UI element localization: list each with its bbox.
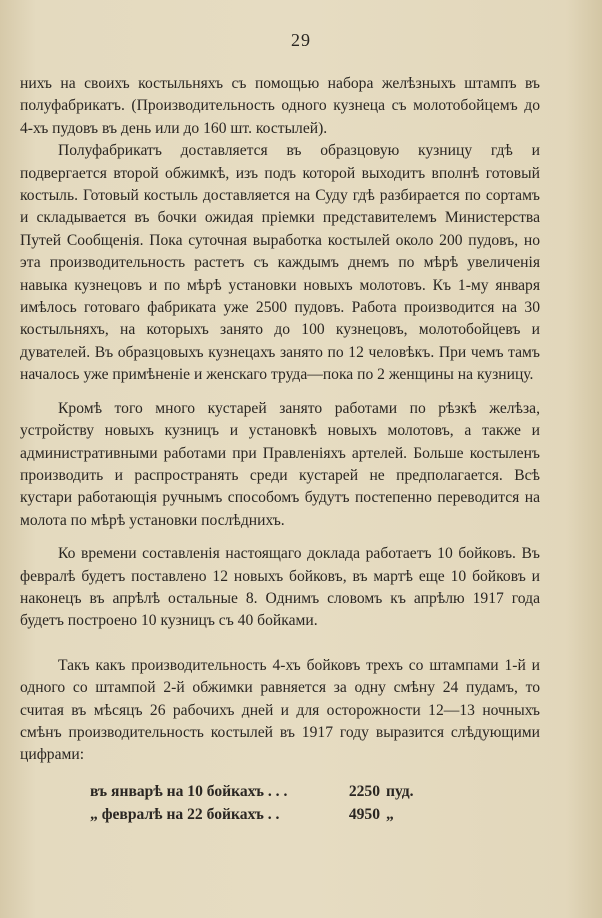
- row-unit: пуд.: [386, 782, 414, 800]
- table-row: [20, 780, 540, 803]
- paragraph-4: Ко времени составленія настоящаго доклада работаетъ 10 бойковъ. Въ февралѣ будетъ поставлено 12 новыхъ бойковъ, въ мартѣ еще 10 бойковъ и наконецъ въ апрѣлѣ остальные 8. Однимъ словомъ къ апрѣлю 1917 года будетъ построено 10 кузницъ съ 40 бойками.: [20, 545, 540, 630]
- paragraph-5: Такъ какъ производительность 4-хъ бойковъ трехъ со штампами 1-й и одного со штампой 2-й обжимки равняется за одну смѣну 24 пудамъ, то считая въ мѣсяцъ 26 рабочихъ дней и для осторожности 12—13 ночныхъ смѣнъ производительность костылей въ 1917 году выразится слѣдующими цифрами:: [20, 656, 540, 764]
- page-number: 29: [291, 30, 311, 50]
- body-text: [20, 73, 540, 826]
- row-unit: „: [386, 805, 394, 823]
- production-table: [20, 780, 540, 826]
- paragraph-3: Кромѣ того много кустарей занято работами по рѣзкѣ желѣза, устройству новыхъ кузницъ и установкѣ новыхъ молотовъ, а также и административными работами при Правленіяхъ артелей. Больше костыленъ производить и распространять среди кустарей не предполагается. Всѣ кустари работающія ручнымъ способомъ будутъ постепенно переводится на молота по мѣрѣ установки послѣднихъ.: [20, 399, 540, 529]
- row-quantity: 2250: [348, 782, 380, 800]
- row-label: въ январѣ на 10 бойкахъ . . .: [90, 782, 288, 800]
- paragraph-2: Полуфабрикатъ доставляется въ образцовую кузницу гдѣ и подвергается второй обжимкѣ, изъ подъ которой выходитъ вполнѣ готовый костыль. Готовый костыль доставляется на Суду гдѣ разбирается по сортамъ и складывается въ бочки ожидая пріемки представителемъ Министерства Путей Сообщенія. Пока суточная выработка костылей около 200 пудовъ, но эта производительность растетъ съ каждымъ днемъ по мѣрѣ увеличенія навыка кузнецовъ и по мѣрѣ установки новыхъ молотовъ. Къ 1-му января имѣлось готоваго фабриката уже 2500 пудовъ. Работа производится на 30 костыльняхъ, на которыхъ занято до 100 кузнецовъ, молотобойцевъ и дувателей. Въ образцовыхъ кузнецахъ занято по 12 человѣкъ. При чемъ тамъ началось уже примѣненіе и женскаго труда—пока по 2 женщины на кузницу.: [20, 142, 540, 384]
- paragraph-1: нихъ на своихъ костыльняхъ съ помощью набора желѣзныхъ штампъ въ полуфабрикатъ. (Производительность одного кузнеца съ молотобойцемъ до 4-хъ пудовъ въ день или до 160 шт. костылей).: [20, 75, 540, 137]
- table-row: [20, 803, 540, 826]
- row-label: „ февралѣ на 22 бойкахъ . .: [90, 805, 280, 823]
- row-quantity: 4950: [348, 805, 380, 823]
